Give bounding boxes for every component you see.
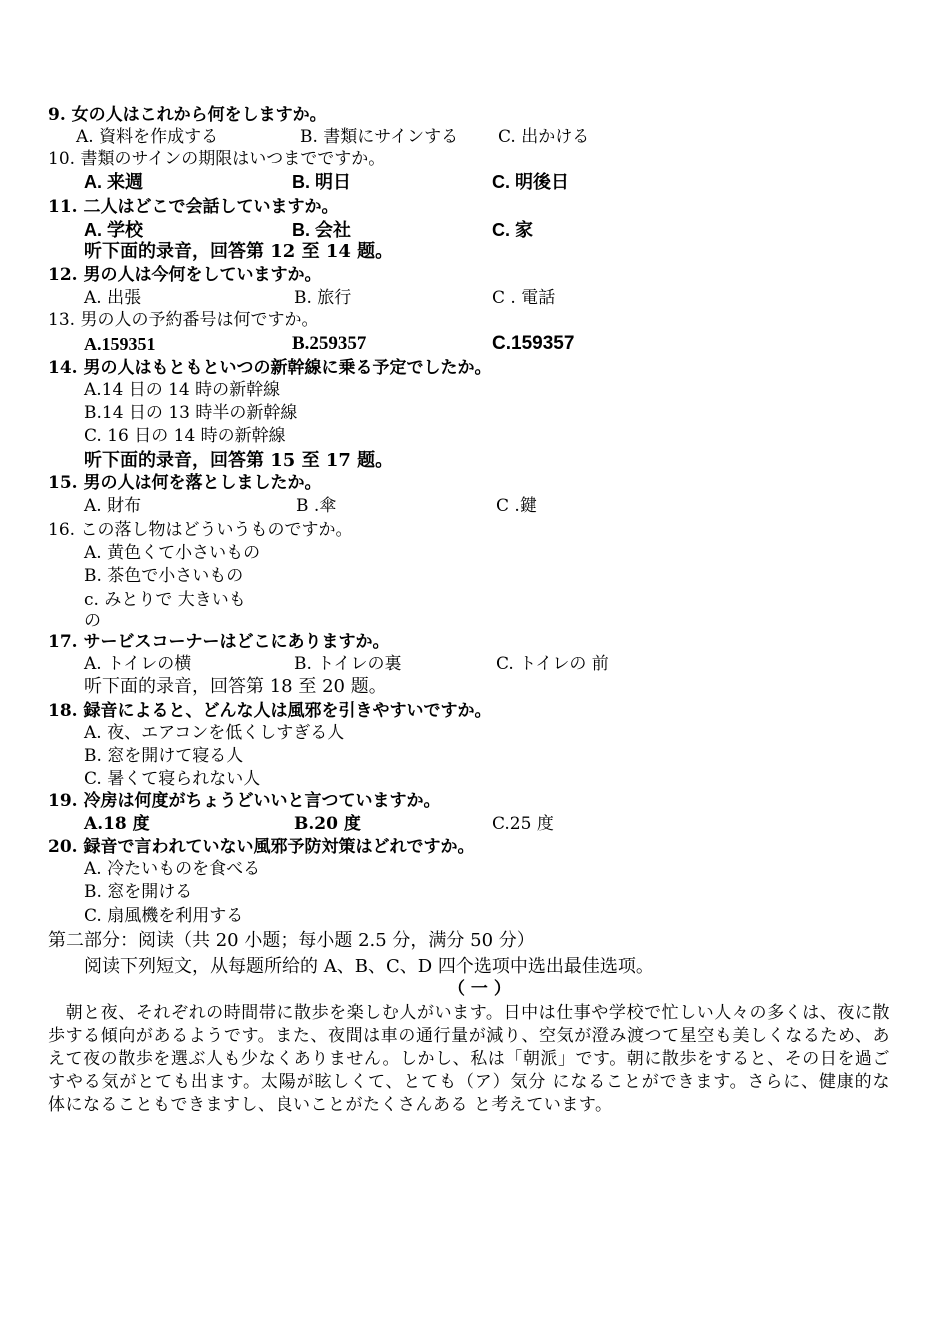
q13-option-c: C.159357 [492,333,575,354]
q9-option-b: B. 書類にサインする [300,127,459,147]
q15-option-a: A. 財布 [84,496,142,516]
q13-option-b: B.259357 [292,333,367,354]
q18-option-c: C. 暑くて寝られない人 [84,769,261,789]
q20-option-b: B. 窓を開ける [84,882,193,902]
q14-option-c: C. 16 日の 14 時の新幹線 [84,426,286,446]
part2-title: 第二部分：阅读（共 20 小题；每小题 2.5 分，满分 50 分） [48,930,535,951]
q10-option-c: C. 明後日 [492,172,570,192]
q19-option-b: B.20 度 [294,814,361,834]
q9-option-a: A. 資料を作成する [76,127,219,147]
q13-option-a: A.159351 [84,334,156,354]
q14-stem: 14. 男の人はもともといつの新幹線に乗る予定でしたか。 [48,358,492,378]
q10-option-b: B. 明日 [292,172,352,192]
q15-option-b: B .傘 [296,496,337,516]
q12-stem: 12. 男の人は今何をしていますか。 [48,265,322,285]
q16-stem: 16. この落し物はどういうものですか。 [48,520,353,540]
q16-option-c-wrap: の [84,611,101,631]
part2-instruction: 阅读下列短文，从每题所给的 A、B、C、D 四个选项中选出最佳选项。 [84,956,654,977]
q10-option-a: A. 来週 [84,172,144,192]
q13-stem: 13. 男の人の予約番号は何ですか。 [48,310,319,330]
q18-option-b: B. 窓を開けて寝る人 [84,746,244,766]
q10-stem: 10. 書類のサインの期限はいつまでですか。 [48,149,386,169]
q14-option-b: B.14 日の 13 時半の新幹線 [84,403,298,423]
q12-option-a: A. 出張 [84,288,142,308]
q14-option-a: A.14 日の 14 時の新幹線 [84,380,281,400]
q12-option-c: C . 電話 [492,288,556,308]
q19-option-c: C.25 度 [492,814,554,834]
q15-stem: 15. 男の人は何を落としましたか。 [48,473,322,493]
q20-option-c: C. 扇風機を利用する [84,906,244,926]
q16-option-c: c. みとりで 大きいも [84,590,246,610]
q11-option-a: A. 学校 [84,220,144,240]
q9-option-c: C. 出かける [498,127,590,147]
q20-option-a: A. 冷たいものを食べる [84,859,261,879]
q18-stem: 18. 録音によると、どんな人は風邪を引きやすいですか。 [48,701,492,721]
q12-option-b: B. 旅行 [294,288,352,308]
section-heading-18-20: 听下面的录音，回答第 18 至 20 题。 [84,676,387,697]
q9-stem: 9. 女の人はこれから何をしますか。 [48,105,327,125]
q16-option-a: A. 黄色くて小さいもの [84,543,261,563]
q20-stem: 20. 録音で言われていない風邪予防対策はどれですか。 [48,837,475,857]
reading-passage: 朝と夜、それぞれの時間帯に散歩を楽しむ人がいます。日中は仕事や学校で忙しい人々の多くは、夜に散歩する傾向があるようです。また、夜間は車の通行量が減り、空気が澄み渡つて星空も美しくなるため、あえて夜の散歩を選ぶ人も少なくありません。しかし、私は「朝派」です。朝に散歩をすると、その日を過ごすやる気がとても出ます。太陽が眩しくて、とても（ア）気分 になることができます。さらに、健康的な体になることもできますし、良いことがたくさんある と考えています。 [48,1003,890,1115]
q16-option-b: B. 茶色で小さいもの [84,566,244,586]
q11-option-b: B. 会社 [292,220,352,240]
q19-option-a: A.18 度 [84,814,150,834]
q17-option-b: B. トイレの裏 [294,654,402,674]
q17-stem: 17. サービスコーナーはどこにありますか。 [48,632,390,652]
passage-number: （ 一 ） [448,979,511,999]
section-heading-12-14: 听下面的录音，回答第 12 至 14 题。 [84,241,394,262]
q17-option-a: A. トイレの横 [84,654,192,674]
q17-option-c: C. トイレの 前 [496,654,609,674]
section-heading-15-17: 听下面的录音，回答第 15 至 17 题。 [84,450,394,471]
q11-option-c: C. 家 [492,220,534,240]
q18-option-a: A. 夜、エアコンを低くしすぎる人 [84,723,345,743]
q19-stem: 19. 冷房は何度がちょうどいいと言つていますか。 [48,791,441,811]
q11-stem: 11. 二人はどこで会話していますか。 [48,197,339,217]
q15-option-c: C .鍵 [496,496,537,516]
